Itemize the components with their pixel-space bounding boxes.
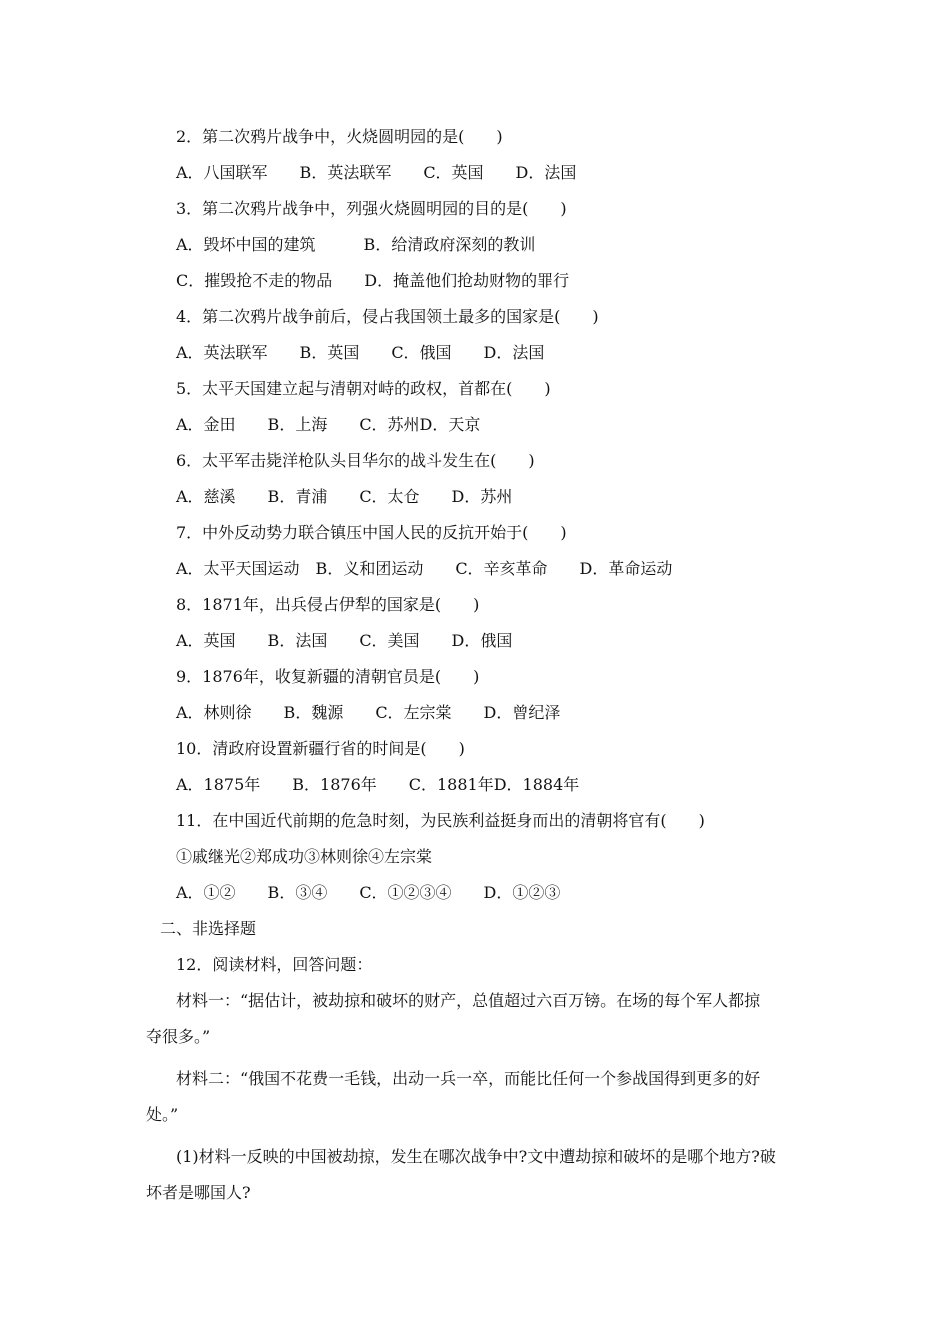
question-9-options: A．林则徐 B．魏源 C．左宗棠 D．曾纪泽 bbox=[176, 703, 561, 722]
question-9: 9．1876年，收复新疆的清朝官员是( ) bbox=[176, 667, 480, 686]
material-1-line-2: 夺很多。” bbox=[146, 1027, 211, 1046]
question-3-options-ab: A．毁坏中国的建筑 B．给清政府深刻的教训 bbox=[176, 235, 536, 254]
question-11: 11．在中国近代前期的危急时刻，为民族利益挺身而出的清朝将官有( ) bbox=[176, 811, 705, 830]
question-8-options: A．英国 B．法国 C．美国 D．俄国 bbox=[176, 631, 513, 650]
question-7-options: A．太平天国运动 B．义和团运动 C．辛亥革命 D．革命运动 bbox=[176, 559, 673, 578]
question-12: 12．阅读材料，回答问题： bbox=[176, 955, 373, 974]
question-6-options: A．慈溪 B．青浦 C．太仓 D．苏州 bbox=[176, 487, 513, 506]
question-10: 10．清政府设置新疆行省的时间是( ) bbox=[176, 739, 465, 758]
question-11-items: ①戚继光②郑成功③林则徐④左宗棠 bbox=[176, 847, 433, 866]
question-11-options: A．①② B．③④ C．①②③④ D．①②③ bbox=[176, 883, 561, 902]
question-10-options: A．1875年 B．1876年 C．1881年D．1884年 bbox=[176, 775, 580, 794]
question-4-options: A．英法联军 B．英国 C．俄国 D．法国 bbox=[176, 343, 545, 362]
question-7: 7．中外反动势力联合镇压中国人民的反抗开始于( ) bbox=[176, 523, 567, 542]
material-2-line-2: 处。” bbox=[146, 1105, 179, 1124]
question-2-options: A．八国联军 B．英法联军 C．英国 D．法国 bbox=[176, 163, 577, 182]
subquestion-1-line-1: (1)材料一反映的中国被劫掠，发生在哪次战争中?文中遭劫掠和破坏的是哪个地方?破 bbox=[176, 1147, 776, 1166]
question-3-options-cd: C．摧毁抢不走的物品 D．掩盖他们抢劫财物的罪行 bbox=[176, 271, 570, 290]
question-6: 6．太平军击毙洋枪队头目华尔的战斗发生在( ) bbox=[176, 451, 535, 470]
material-1-line-1: 材料一：“据估计，被劫掠和破坏的财产，总值超过六百万镑。在场的每个军人都掠 bbox=[176, 991, 761, 1010]
material-2-line-1: 材料二：“俄国不花费一毛钱，出动一兵一卒，而能比任何一个参战国得到更多的好 bbox=[176, 1069, 761, 1088]
question-3: 3．第二次鸦片战争中，列强火烧圆明园的目的是( ) bbox=[176, 199, 567, 218]
section-heading: 二、非选择题 bbox=[160, 919, 257, 938]
question-8: 8．1871年，出兵侵占伊犁的国家是( ) bbox=[176, 595, 480, 614]
question-5: 5．太平天国建立起与清朝对峙的政权，首都在( ) bbox=[176, 379, 551, 398]
question-4: 4．第二次鸦片战争前后，侵占我国领土最多的国家是( ) bbox=[176, 307, 599, 326]
question-2: 2．第二次鸦片战争中，火烧圆明园的是( ) bbox=[176, 127, 503, 146]
subquestion-1-line-2: 坏者是哪国人? bbox=[146, 1183, 251, 1202]
question-5-options: A．金田 B．上海 C．苏州D．天京 bbox=[176, 415, 481, 434]
